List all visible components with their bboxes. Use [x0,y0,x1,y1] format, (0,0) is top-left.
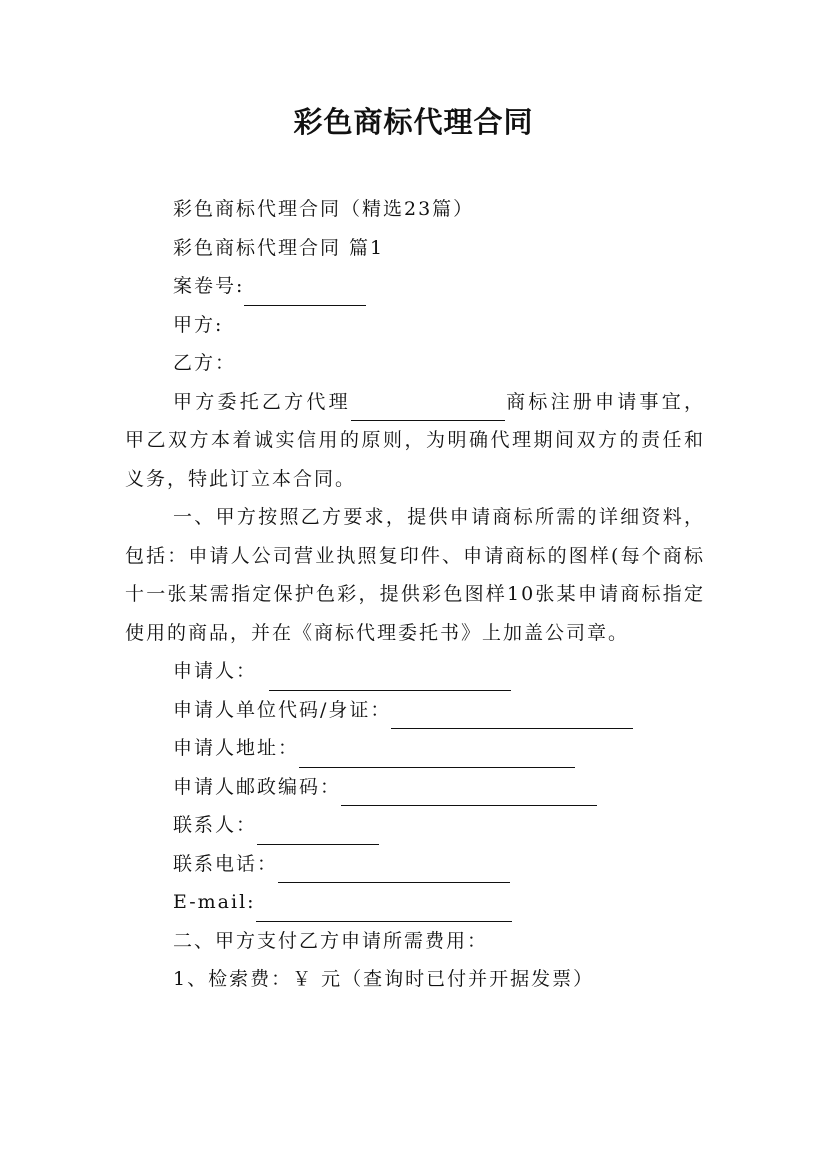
case-number-blank [244,279,366,306]
postcode-blank [341,779,597,806]
case-number-line [173,267,705,306]
applicant-label: 申请人： [173,660,258,682]
party-b-line: 乙方： [173,352,237,374]
fee-item-1: 1、检索费：￥ 元（查询时已付并开据发票） [173,968,595,990]
address-blank [299,741,575,768]
applicant-blank [269,664,511,691]
phone-label: 联系电话： [173,852,279,875]
subtitle: 彩色商标代理合同（精选23篇） [173,198,475,220]
contact-label: 联系人： [173,814,258,836]
postcode-label: 申请人邮政编码： [173,775,342,798]
phone-line [173,845,705,884]
unit-code-blank [391,702,633,729]
email-label: E-mail: [173,891,256,913]
contact-line [173,806,705,845]
clause-one-paragraph: 一、甲方按照乙方要求，提供申请商标所需的详细资料，包括：申请人公司营业执照复印件、申请商标的图样(每个商标十一张某需指定保护色彩，提供彩色图样10张某申请商标指定使用的商品，并在《商标代理委托书》上加盖公司章。 [125,506,705,644]
section-two-heading: 二、甲方支付乙方申请所需费用： [173,929,489,952]
address-line [173,729,705,768]
case-number-label: 案卷号: [173,275,245,297]
address-label: 申请人地址： [173,737,300,759]
email-blank [256,895,512,922]
postcode-line [173,768,705,807]
applicant-line [173,652,705,691]
entrust-text-before: 甲方委托乙方代理 [173,390,351,413]
document-body [125,190,705,999]
document-title: 彩色商标代理合同 [293,105,534,139]
email-line [173,883,705,922]
party-a-line: 甲方: [173,313,224,336]
entrust-paragraph [125,383,705,499]
chapter-heading: 彩色商标代理合同 篇1 [173,236,385,259]
contact-blank [257,818,379,845]
trademark-name-blank [351,394,505,421]
entrust-text-after: 商标注册申请事宜，甲乙双方本着诚实信用的原则，为明确代理期间双方的责任和义务，特此订立本合同。 [125,390,705,490]
unit-code-label: 申请人单位代码/身证： [173,698,392,721]
unit-code-line [173,691,705,730]
phone-blank [278,856,510,883]
